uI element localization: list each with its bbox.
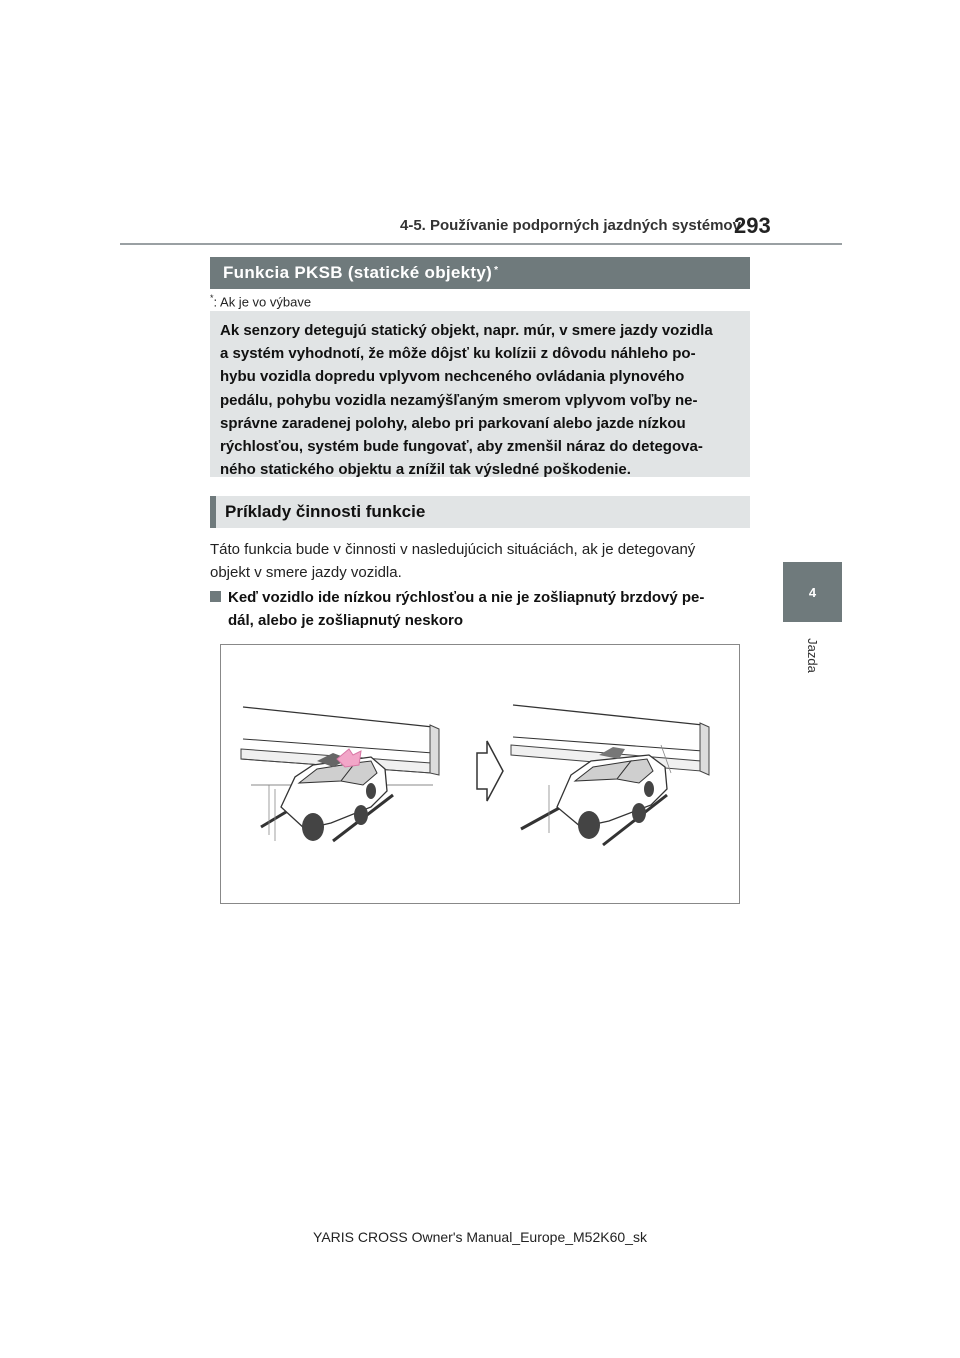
- availability-footnote: [210, 293, 311, 309]
- illustration-frame: [220, 644, 740, 904]
- summary-line: rýchlosťou, systém bude fungovať, aby zmenšil náraz do detegova-: [220, 438, 703, 456]
- summary-line: a systém vyhodnotí, že môže dôjsť ku kolízii z dôvodu náhleho po-: [220, 345, 696, 363]
- chapter-tab: [783, 562, 842, 622]
- section-heading-mark: *: [494, 264, 499, 276]
- chapter-label: [783, 630, 842, 680]
- summary-line: pedálu, pohybu vozidla nezamýšľaným smerom vplyvom voľby ne-: [220, 391, 698, 409]
- running-header: 4-5. Používanie podporných jazdných systémov: [400, 217, 741, 234]
- summary-line: Ak senzory detegujú statický objekt, napr. múr, v smere jazdy vozidla: [220, 322, 713, 339]
- chapter-number: 4: [808, 584, 817, 600]
- bullet-line: dál, alebo je zošliapnutý neskoro: [228, 612, 464, 629]
- intro-line: objekt v smere jazdy vozidla.: [210, 564, 402, 581]
- subsection-heading: Príklady činnosti funkcie: [210, 496, 750, 528]
- arrow-right-icon: [477, 741, 503, 801]
- summary-line: správne zaradenej polohy, alebo pri parkovaní alebo jazde nízkou: [220, 414, 686, 432]
- parking-illustration: [221, 645, 739, 903]
- chapter-label-text: Jazda: [804, 637, 820, 673]
- scene-before: [241, 707, 439, 841]
- bullet-heading: [210, 586, 750, 632]
- section-heading: [210, 257, 750, 289]
- scene-after: [511, 705, 709, 845]
- page-footer: YARIS CROSS Owner's Manual_Europe_M52K60_sk: [313, 1229, 647, 1245]
- car-icon: [557, 747, 667, 839]
- intro-paragraph: [210, 538, 750, 584]
- page-number: 293: [734, 213, 771, 238]
- summary-box: [210, 311, 750, 477]
- square-bullet-icon: [210, 591, 221, 602]
- summary-line: hybu vozidla dopredu vplyvom nechceného ovládania plynového: [220, 368, 685, 386]
- intro-line: Táto funkcia bude v činnosti v nasledujúcich situáciách, ak je detegovaný: [210, 541, 696, 558]
- footnote-mark: *: [210, 293, 214, 303]
- bullet-line: Keď vozidlo ide nízkou rýchlosťou a nie je zošliapnutý brzdový pe-: [228, 589, 705, 606]
- summary-line: ného statického objektu a znížil tak výsledné poškodenie.: [220, 461, 631, 479]
- section-heading-text: Funkcia PKSB (statické objekty): [223, 263, 493, 282]
- header-divider: [120, 243, 842, 245]
- footnote-text: : Ak je vo výbave: [213, 294, 312, 310]
